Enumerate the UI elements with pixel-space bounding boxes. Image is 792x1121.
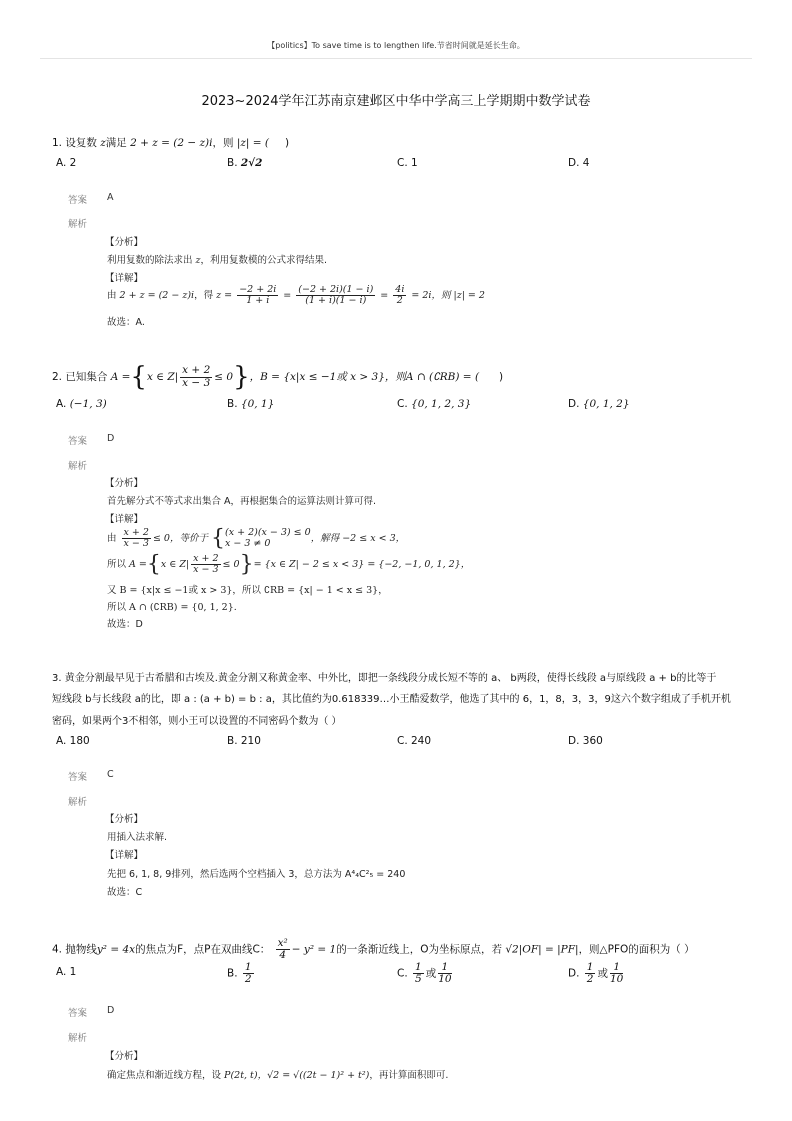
q4-option-a: A. 1 [56, 966, 77, 978]
q3-detail-text: 先把 6, 1, 8, 9排列，然后选两个空档插入 3，总方法为 A⁴₄C²₅ = 240 [107, 869, 406, 880]
q2-option-a: A. (−1, 3) [56, 398, 107, 410]
q2-detail-line-4: 所以 A ∩ (∁RB) = {0, 1, 2}. [107, 602, 237, 613]
q4-option-d: D. $\frac{1}{2}$ 或 $\frac{1}{10}$ [568, 961, 624, 986]
q3-conclusion: 故选：C [107, 887, 143, 898]
q1-fenxi-text: 利用复数的除法求出 z，利用复数模的公式求得结果. [107, 255, 328, 266]
q1-option-b: B. 2√2 [227, 157, 263, 169]
q4-answer-label: 答案 [68, 1008, 88, 1019]
q2-conclusion: 故选：D [107, 619, 143, 630]
q4-fenxi-label: 【分析】 [105, 1051, 144, 1062]
q2-detail-label: 【详解】 [105, 514, 144, 525]
question-2-stem: 2. 已知集合 A ={x ∈ Z| $\frac{x + 2}{x - 3}$ ≤ 0}，B = {x|x ≤ −1或 x > 3}，则A ∩ (∁RB) = ( ) [52, 362, 504, 392]
q3-fenxi-label: 【分析】 [105, 814, 144, 825]
q4-answer-value: D [107, 1005, 115, 1016]
q2-detail-line-1: 由 $\frac{x + 2}{x - 3}$ ≤ 0，等价于 { (x + 2)(x − 3) ≤ 0 x − 3 ≠ 0 ，解得 −2 ≤ x < 3， [107, 526, 406, 551]
q1-option-d: D. 4 [568, 157, 590, 169]
q3-analysis-label: 解析 [68, 797, 88, 808]
question-1-stem: 1. 设复数 z满足 2 + z = (2 − z)i，则 |z| = ( ) [52, 137, 290, 149]
q1-analysis-label: 解析 [68, 219, 88, 230]
q2-analysis-label: 解析 [68, 461, 88, 472]
q4-fenxi-text: 确定焦点和渐近线方程，设 P(2t, t)，√2 = √((2t − 1)² + t²)，再计算面积即可. [107, 1070, 449, 1081]
q4-option-b: B. $\frac{1}{2}$ [227, 961, 252, 986]
q2-answer-value: D [107, 433, 115, 444]
q2-option-c: C. {0, 1, 2, 3} [397, 398, 472, 410]
q2-fenxi-text: 首先解分式不等式求出集合 A，再根据集合的运算法则计算可得. [107, 496, 377, 507]
header-note: 【politics】To save time is to lengthen life.节省时间就是延长生命。 [267, 41, 525, 50]
q3-answer-label: 答案 [68, 772, 88, 783]
question-3-line-1: 3. 黄金分割最早见于古希腊和古埃及.黄金分割又称黄金率、中外比，即把一条线段分成长短不等的 a、 b两段，使得长线段 a与原线段 a + b的比等于 [52, 673, 717, 684]
question-3-line-3: 密码，如果两个3不相邻，则小王可以设置的不同密码个数为（ ） [52, 716, 342, 727]
q2-detail-line-3: 又 B = {x|x ≤ −1或 x > 3}，所以 ∁RB = {x| − 1 < x ≤ 3}， [107, 585, 388, 596]
q1-detail-line: 由 2 + z = (2 − z)i，得 z = $\frac{-2 + 2i}{1 + i}$ = $\frac{(-2 + 2i)(1 - i)}{(1 + i)(1 - i)}$ = $\frac{4i}{2}$ = 2i，则 |z| = 2 [107, 284, 485, 306]
page-title: 2023~2024学年江苏南京建邺区中华中学高三上学期期中数学试卷 [201, 94, 591, 109]
q1-fenxi-label: 【分析】 [105, 237, 144, 248]
q2-fenxi-label: 【分析】 [105, 478, 144, 489]
q1-option-c: C. 1 [397, 157, 418, 169]
header-divider [40, 58, 752, 59]
q1-answer-label: 答案 [68, 195, 88, 206]
q4-option-c: C. $\frac{1}{5}$ 或 $\frac{1}{10}$ [397, 961, 452, 986]
q3-fenxi-text: 用插入法求解. [107, 832, 168, 843]
q2-detail-line-2: 所以 A ={x ∈ Z| $\frac{x + 2}{x - 3}$ ≤ 0}= {x ∈ Z| − 2 ≤ x < 3} = {−2, −1, 0, 1, 2}， [107, 552, 471, 577]
q4-analysis-label: 解析 [68, 1033, 88, 1044]
q3-option-a: A. 180 [56, 735, 90, 747]
question-3-line-2: 短线段 b与长线段 a的比，即 a : (a + b) = b : a，其比值约为0.618339…小王酷爱数学，他选了其中的 6，1，8，3，3，9这六个数字组成了手机开机 [52, 694, 731, 705]
q3-option-b: B. 210 [227, 735, 261, 747]
q1-answer-value: A [107, 192, 114, 203]
q1-detail-label: 【详解】 [105, 273, 144, 284]
q2-answer-label: 答案 [68, 436, 88, 447]
question-4-stem: 4. 抛物线y² = 4x的焦点为F，点P在双曲线C： $\frac{\text{x²}}{4}$ − y² = 1的一条渐近线上，O为坐标原点，若 √2|OF| = |PF|，则△PFO的面积为（ ） [52, 937, 695, 962]
q3-answer-value: C [107, 769, 114, 780]
q3-option-c: C. 240 [397, 735, 432, 747]
q3-detail-label: 【详解】 [105, 850, 144, 861]
q2-option-d: D. {0, 1, 2} [568, 398, 630, 410]
q3-option-d: D. 360 [568, 735, 603, 747]
q1-option-a: A. 2 [56, 157, 77, 169]
q1-conclusion: 故选：A. [107, 317, 145, 328]
q2-option-b: B. {0, 1} [227, 398, 275, 410]
